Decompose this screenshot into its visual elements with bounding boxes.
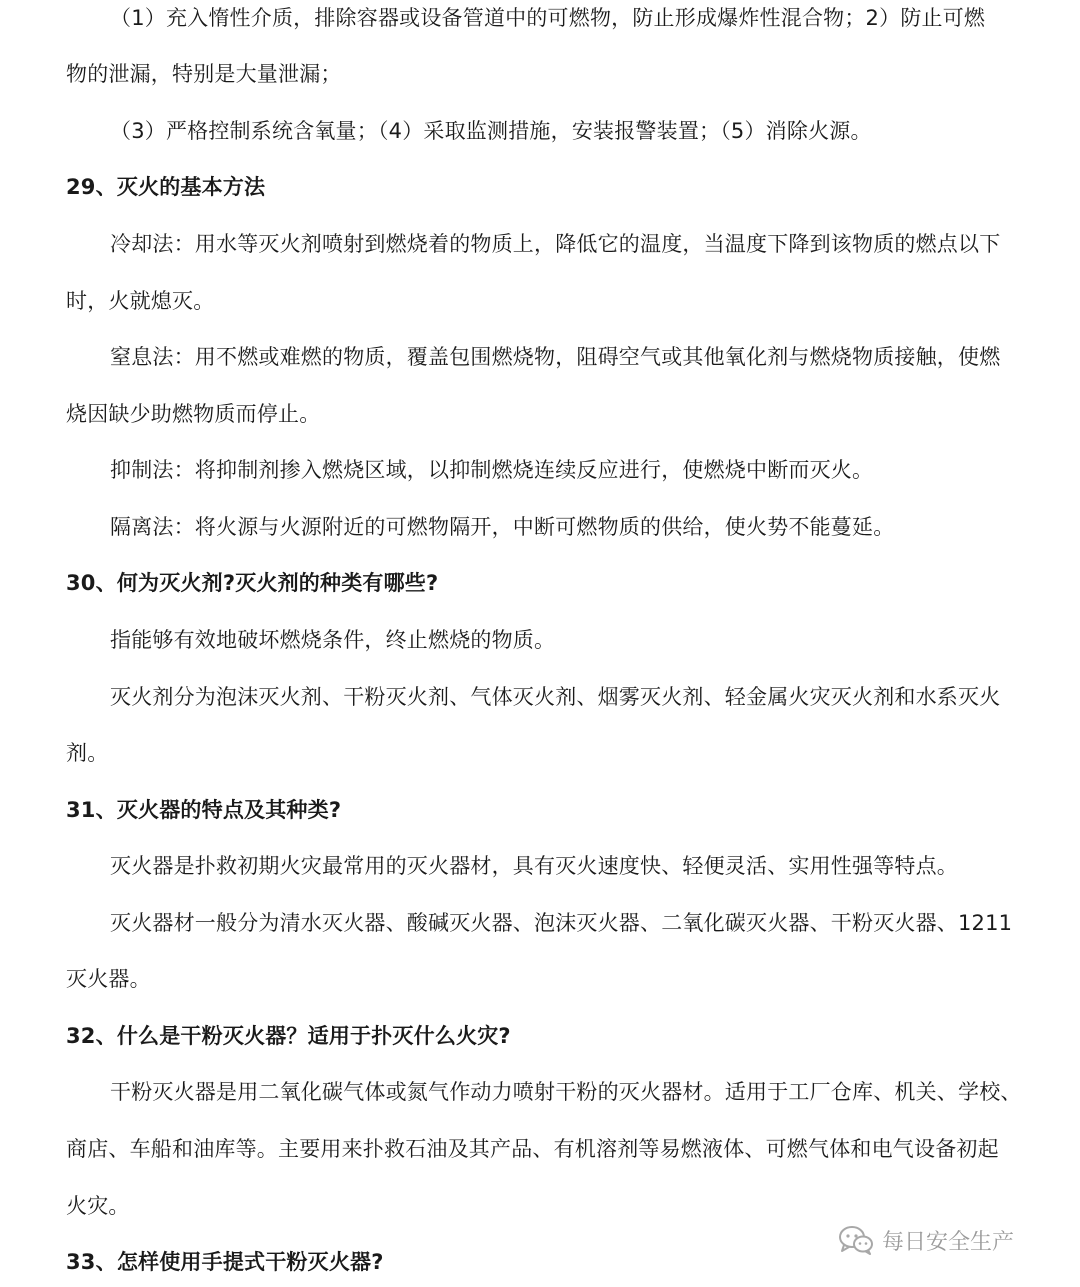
section-heading-31: 31、灭火器的特点及其种类? bbox=[66, 798, 342, 822]
paragraph-line: 冷却法：用水等灭火剂喷射到燃烧着的物质上，降低它的温度，当温度下降到该物质的燃点以下 bbox=[110, 232, 1001, 256]
paragraph-line: 物的泄漏，特别是大量泄漏； bbox=[66, 62, 342, 86]
paragraph-line: 时，火就熄灭。 bbox=[66, 289, 215, 313]
paragraph-line: 灭火器。 bbox=[66, 967, 151, 991]
paragraph-line: 指能够有效地破坏燃烧条件，终止燃烧的物质。 bbox=[110, 628, 556, 652]
paragraph-line: 火灾。 bbox=[66, 1194, 130, 1218]
paragraph-line: 抑制法：将抑制剂掺入燃烧区域，以抑制燃烧连续反应进行，使燃烧中断而灭火。 bbox=[110, 458, 874, 482]
paragraph-line: 灭火剂分为泡沫灭火剂、干粉灭火剂、气体灭火剂、烟雾灭火剂、轻金属火灾灭火剂和水系灭火 bbox=[110, 685, 1001, 709]
paragraph-line: （3）严格控制系统含氧量；（4）采取监测措施，安装报警装置；（5）消除火源。 bbox=[110, 119, 872, 143]
watermark-text: 每日安全生产 bbox=[882, 1229, 1015, 1255]
section-heading-29: 29、灭火的基本方法 bbox=[66, 175, 266, 199]
paragraph-line: 商店、车船和油库等。主要用来扑救石油及其产品、有机溶剂等易燃液体、可燃气体和电气设备初起 bbox=[66, 1137, 999, 1161]
paragraph-line: 灭火器材一般分为清水灭火器、酸碱灭火器、泡沫灭火器、二氧化碳灭火器、干粉灭火器、1211 bbox=[110, 911, 1013, 935]
paragraph-line: 隔离法：将火源与火源附近的可燃物隔开，中断可燃物质的供给，使火势不能蔓延。 bbox=[110, 515, 895, 539]
section-heading-33: 33、怎样使用手提式干粉灭火器? bbox=[66, 1250, 384, 1274]
paragraph-line: 窒息法：用不燃或难燃的物质，覆盖包围燃烧物，阻碍空气或其他氧化剂与燃烧物质接触，使燃 bbox=[110, 345, 1001, 369]
paragraph-line: 灭火器是扑救初期火灾最常用的灭火器材，具有灭火速度快、轻便灵活、实用性强等特点。 bbox=[110, 854, 958, 878]
section-heading-30: 30、何为灭火剂?灭火剂的种类有哪些? bbox=[66, 571, 439, 595]
wechat-icon bbox=[838, 1225, 874, 1255]
watermark bbox=[838, 1222, 1014, 1258]
paragraph-line: （1）充入惰性介质，排除容器或设备管道中的可燃物，防止形成爆炸性混合物；2）防止可燃 bbox=[110, 6, 986, 30]
paragraph-line: 剂。 bbox=[66, 741, 109, 765]
section-heading-32: 32、什么是干粉灭火器？适用于扑灭什么火灾? bbox=[66, 1024, 511, 1048]
paragraph-line: 干粉灭火器是用二氧化碳气体或氮气作动力喷射干粉的灭火器材。适用于工厂仓库、机关、学校、 bbox=[110, 1080, 1022, 1104]
paragraph-line: 烧因缺少助燃物质而停止。 bbox=[66, 402, 321, 426]
